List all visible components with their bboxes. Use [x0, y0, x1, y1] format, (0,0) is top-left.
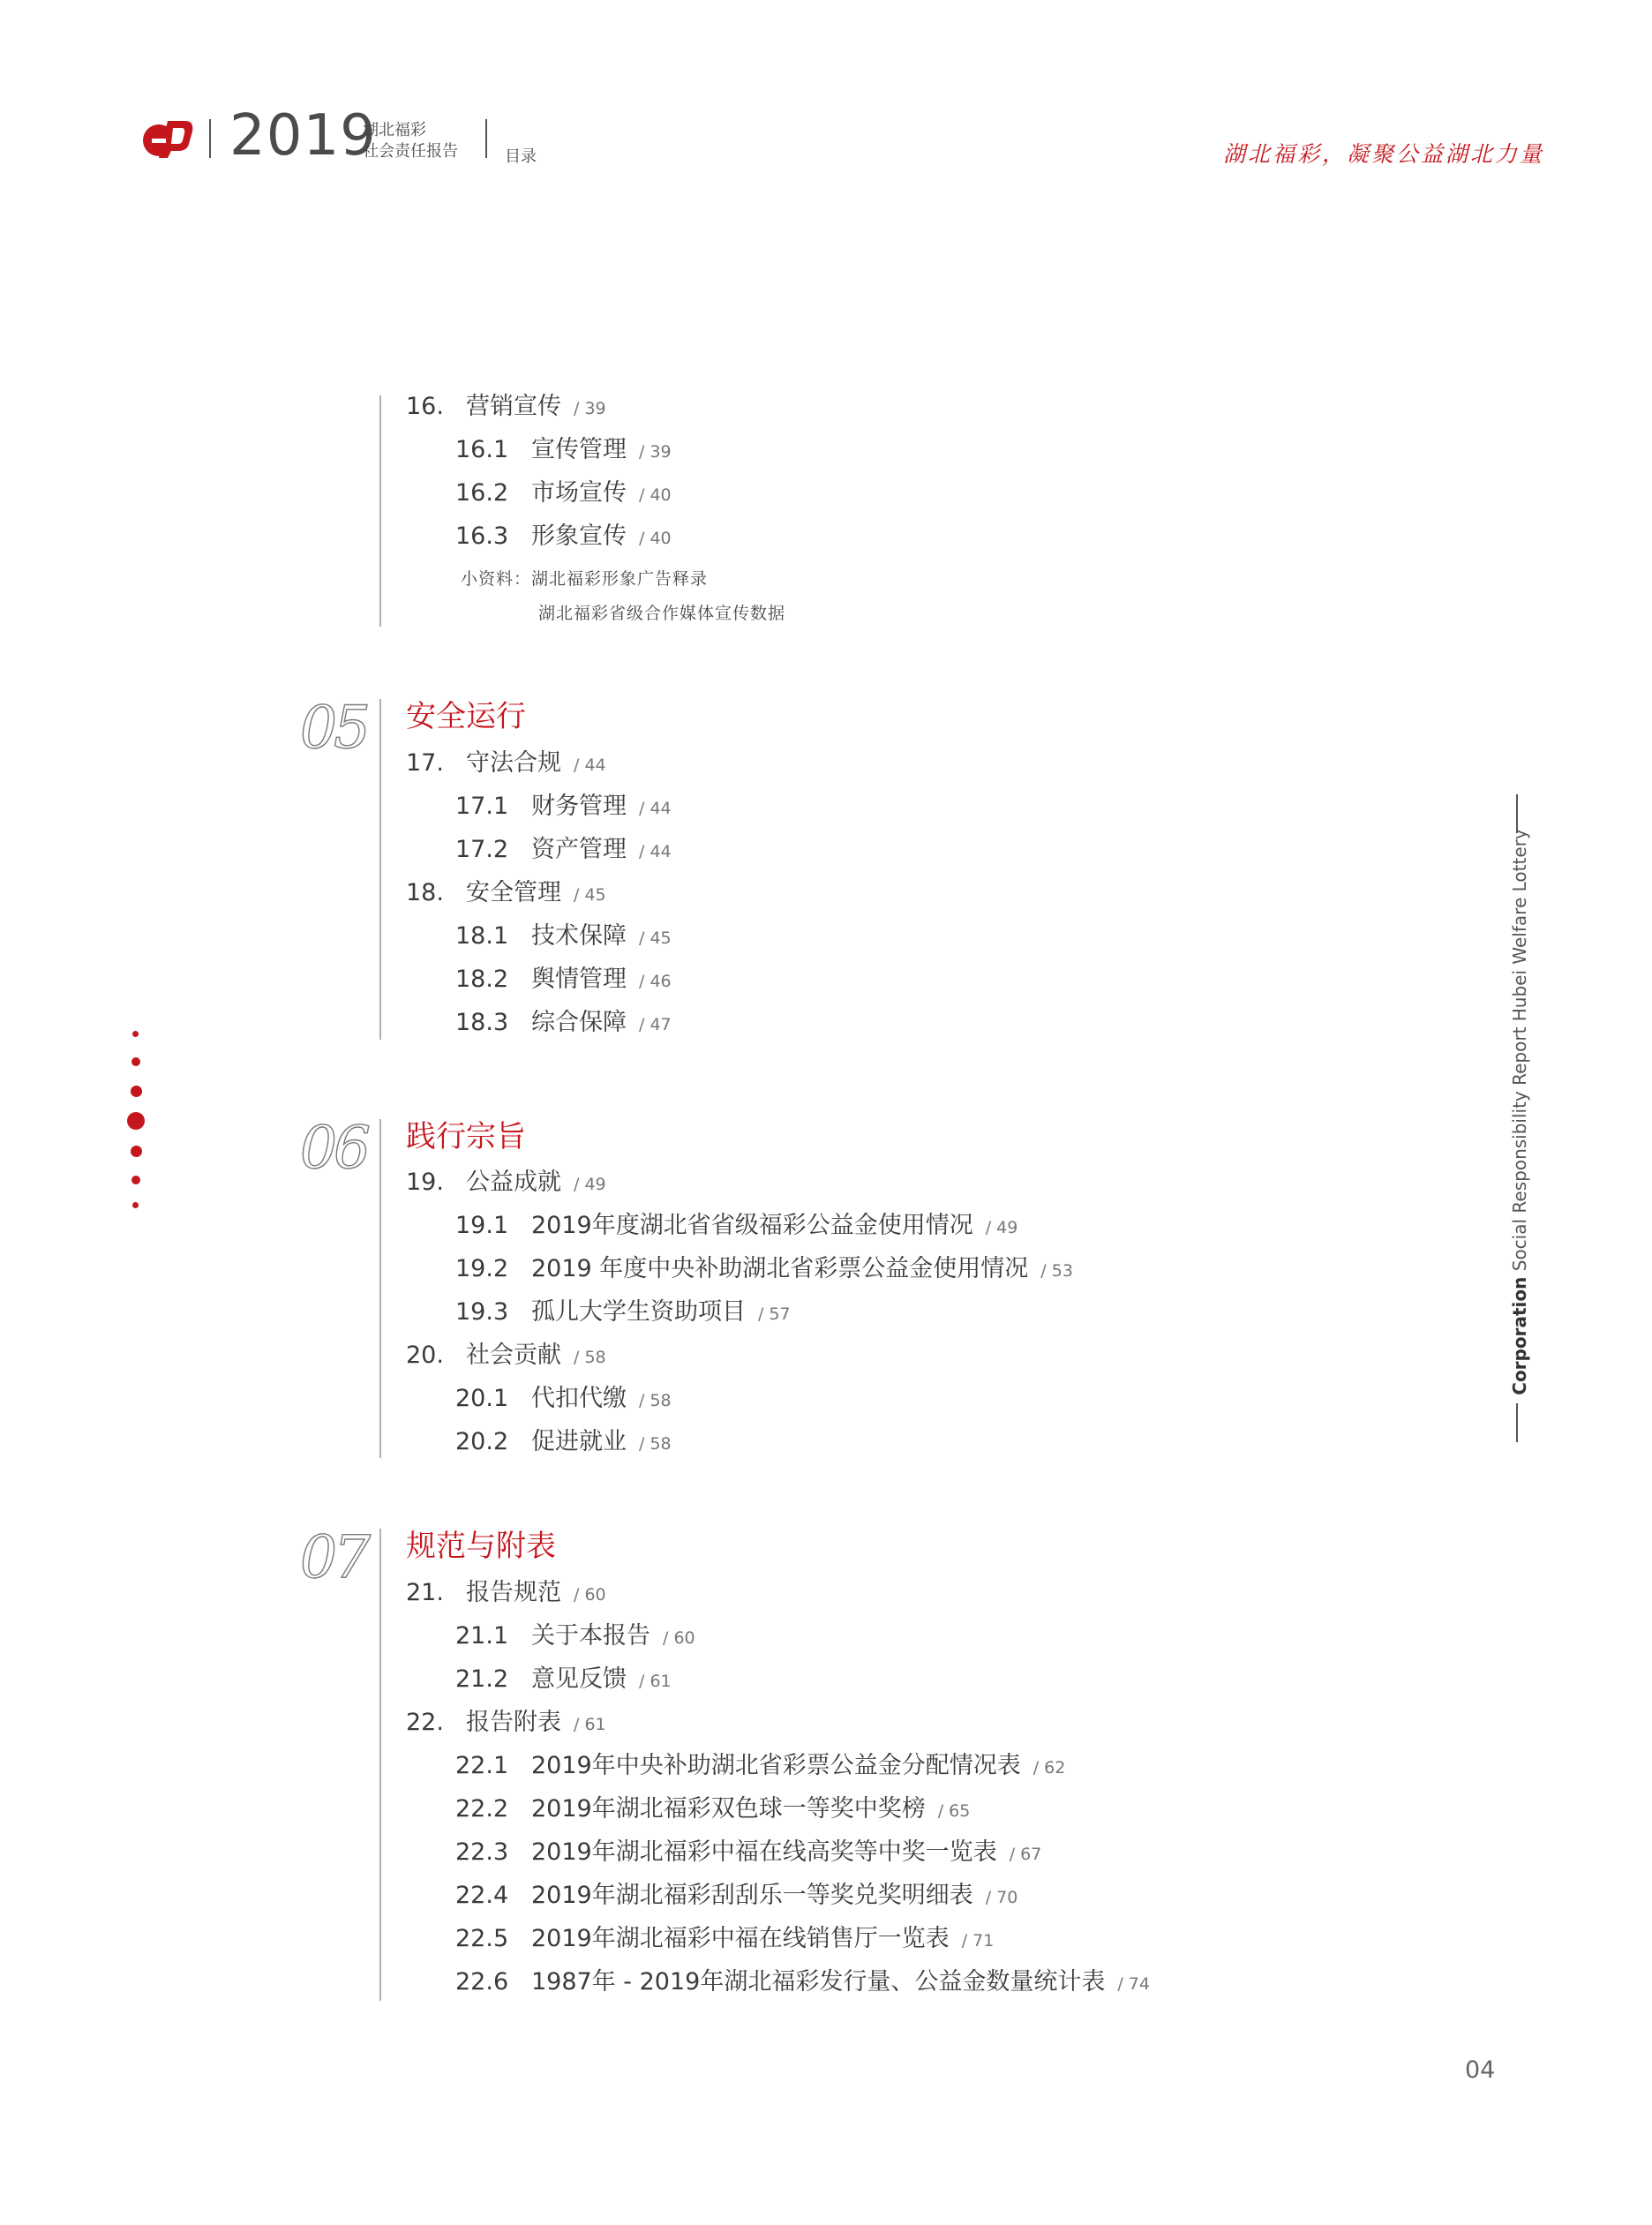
- nav-dot-active[interactable]: [127, 1112, 145, 1130]
- toc-entry[interactable]: 17.2 资产管理 / 44: [455, 836, 672, 863]
- section-number: 07: [300, 1523, 367, 1591]
- section-title[interactable]: 安全运行: [406, 699, 526, 734]
- nav-dot[interactable]: [132, 1202, 139, 1208]
- side-caption-rule: [1516, 1403, 1518, 1442]
- section-rule: [379, 699, 381, 1040]
- nav-dot[interactable]: [131, 1176, 140, 1184]
- toc-entry[interactable]: 22.4 2019年湖北福彩刮刮乐一等奖兑奖明细表 / 70: [455, 1882, 1018, 1909]
- toc-entry[interactable]: 20. 社会贡献 / 58: [406, 1342, 606, 1369]
- toc-entry[interactable]: 22.5 2019年湖北福彩中福在线销售厅一览表 / 71: [455, 1925, 995, 1952]
- side-caption-text: Corporation Social Responsibility Report Hubei Welfare Lottery: [1509, 829, 1530, 1395]
- welfare-lottery-logo-icon: [141, 117, 194, 158]
- page-number: 04: [1465, 2056, 1496, 2084]
- toc-entry[interactable]: 17. 守法合规 / 44: [406, 749, 606, 777]
- toc-entry[interactable]: 22.1 2019年中央补助湖北省彩票公益金分配情况表 / 62: [455, 1752, 1066, 1779]
- toc-entry[interactable]: 22. 报告附表 / 61: [406, 1709, 606, 1736]
- toc-entry[interactable]: 18.3 综合保障 / 47: [455, 1009, 672, 1036]
- section-rule: [379, 1529, 381, 2001]
- report-subtitle-line1: 湖北福彩: [363, 121, 426, 139]
- toc-entry[interactable]: 22.6 1987年 - 2019年湖北福彩发行量、公益金数量统计表 / 74: [455, 1968, 1150, 1996]
- toc-entry[interactable]: 19.1 2019年度湖北省省级福彩公益金使用情况 / 49: [455, 1212, 1018, 1239]
- nav-dot[interactable]: [132, 1031, 139, 1037]
- toc-entry[interactable]: 22.2 2019年湖北福彩双色球一等奖中奖榜 / 65: [455, 1795, 971, 1823]
- toc-entry[interactable]: 19. 公益成就 / 49: [406, 1169, 606, 1196]
- supplementary-note: 小资料：湖北福彩形象广告释录: [461, 569, 709, 589]
- section-rule: [379, 395, 381, 627]
- toc-entry[interactable]: 18. 安全管理 / 45: [406, 879, 606, 906]
- toc-entry[interactable]: 22.3 2019年湖北福彩中福在线高奖等中奖一览表 / 67: [455, 1838, 1042, 1866]
- toc-entry[interactable]: 20.2 促进就业 / 58: [455, 1428, 672, 1455]
- header-divider: [209, 119, 211, 158]
- toc-entry[interactable]: 18.1 技术保障 / 45: [455, 922, 672, 950]
- toc-entry[interactable]: 21. 报告规范 / 60: [406, 1579, 606, 1606]
- section-number: 05: [300, 694, 367, 762]
- toc-entry[interactable]: 20.1 代扣代缴 / 58: [455, 1385, 672, 1412]
- report-subtitle-line2: 社会责任报告: [363, 142, 458, 161]
- header-divider: [485, 119, 487, 158]
- report-subtitle: [363, 120, 458, 162]
- toc-entry[interactable]: 21.2 意见反馈 / 61: [455, 1665, 672, 1693]
- toc-entry[interactable]: 16.2 市场宣传 / 40: [455, 479, 672, 507]
- nav-dot[interactable]: [131, 1057, 140, 1066]
- nav-dot[interactable]: [131, 1086, 142, 1097]
- section-title[interactable]: 践行宗旨: [406, 1119, 526, 1154]
- toc-entry[interactable]: 18.2 舆情管理 / 46: [455, 966, 672, 993]
- side-caption: [1500, 794, 1536, 1447]
- toc-entry[interactable]: 19.3 孤儿大学生资助项目 / 57: [455, 1298, 791, 1326]
- report-year: 2019: [229, 103, 377, 169]
- toc-entry[interactable]: 17.1 财务管理 / 44: [455, 793, 672, 820]
- toc-entry[interactable]: 16.1 宣传管理 / 39: [455, 436, 672, 463]
- section-number: 06: [300, 1114, 367, 1182]
- side-caption-rule: [1516, 794, 1518, 833]
- section-title[interactable]: 规范与附表: [406, 1529, 556, 1564]
- section-rule: [379, 1119, 381, 1458]
- nav-dot[interactable]: [131, 1146, 142, 1157]
- toc-entry[interactable]: 19.2 2019 年度中央补助湖北省彩票公益金使用情况 / 53: [455, 1255, 1073, 1282]
- slogan: 湖北福彩，凝聚公益湖北力量: [1223, 141, 1545, 167]
- toc-entry[interactable]: 16.3 形象宣传 / 40: [455, 522, 672, 550]
- section-label: 目录: [505, 147, 537, 166]
- supplementary-note: 湖北福彩省级合作媒体宣传数据: [538, 604, 786, 623]
- toc-entry[interactable]: 21.1 关于本报告 / 60: [455, 1622, 695, 1650]
- toc-entry[interactable]: 16. 营销宣传 / 39: [406, 393, 606, 420]
